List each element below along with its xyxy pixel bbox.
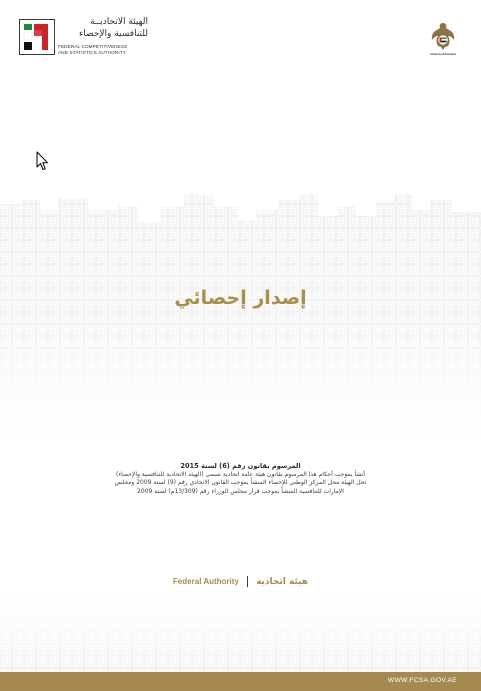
federal-authority-brand: [0, 576, 481, 587]
footer-bar: [0, 672, 481, 691]
cover-title: إصدار إحصائي: [174, 287, 307, 309]
logo-ar-line1: الهيئة الاتحاديــة: [90, 17, 148, 27]
mouse-cursor-icon: [36, 151, 49, 171]
logo-ar-line2: للتنافسية والإحصاء: [79, 29, 148, 39]
bottom-pattern-fade: [0, 596, 481, 672]
logo-english-name: [58, 44, 148, 56]
brand-arabic: هيئة اتحادية: [256, 576, 309, 587]
uae-emblem: [428, 20, 458, 60]
decree-line-3: الإمارات للتنافسية المنشأ بموجب قرار مجلس الوزراء رقم (13/309م) لسنة 2009: [137, 487, 344, 495]
arabesque-pattern: [0, 180, 481, 440]
emblem-caption: United Arab Emirates: [429, 53, 457, 56]
logo-en-line1: FEDERAL COMPETITIVENESS: [58, 44, 128, 49]
fcsa-logo: [19, 19, 55, 55]
decree-line-1: أنشأ بموجب أحكام هذا المرسوم بقانون هيئة عامة اتحادية تسمى (الهيئة الاتحادية للتنافسية والإحصاء): [116, 471, 365, 478]
fcsa-logo-text: [58, 16, 148, 56]
brand-divider: [247, 576, 248, 587]
fcsa-logo-mark-icon: [20, 20, 54, 54]
brand-english: Federal Authority: [172, 577, 239, 586]
website-url[interactable]: WWW.FCSA.GOV.AE: [387, 677, 457, 684]
decree-title: المرسوم بقانون رقم (6) لسنة 2015: [180, 462, 301, 470]
logo-en-line2: AND STATISTICS AUTHORITY: [58, 50, 127, 55]
logo-arabic-name: [58, 16, 148, 40]
decree-block: [70, 462, 411, 496]
decree-line-2: تحل الهيئة محل المركز الوطني للإحصاء المنشأ بموجب القانون الاتحادي رقم (9) لسنة 2009 ومجلس: [114, 479, 367, 487]
